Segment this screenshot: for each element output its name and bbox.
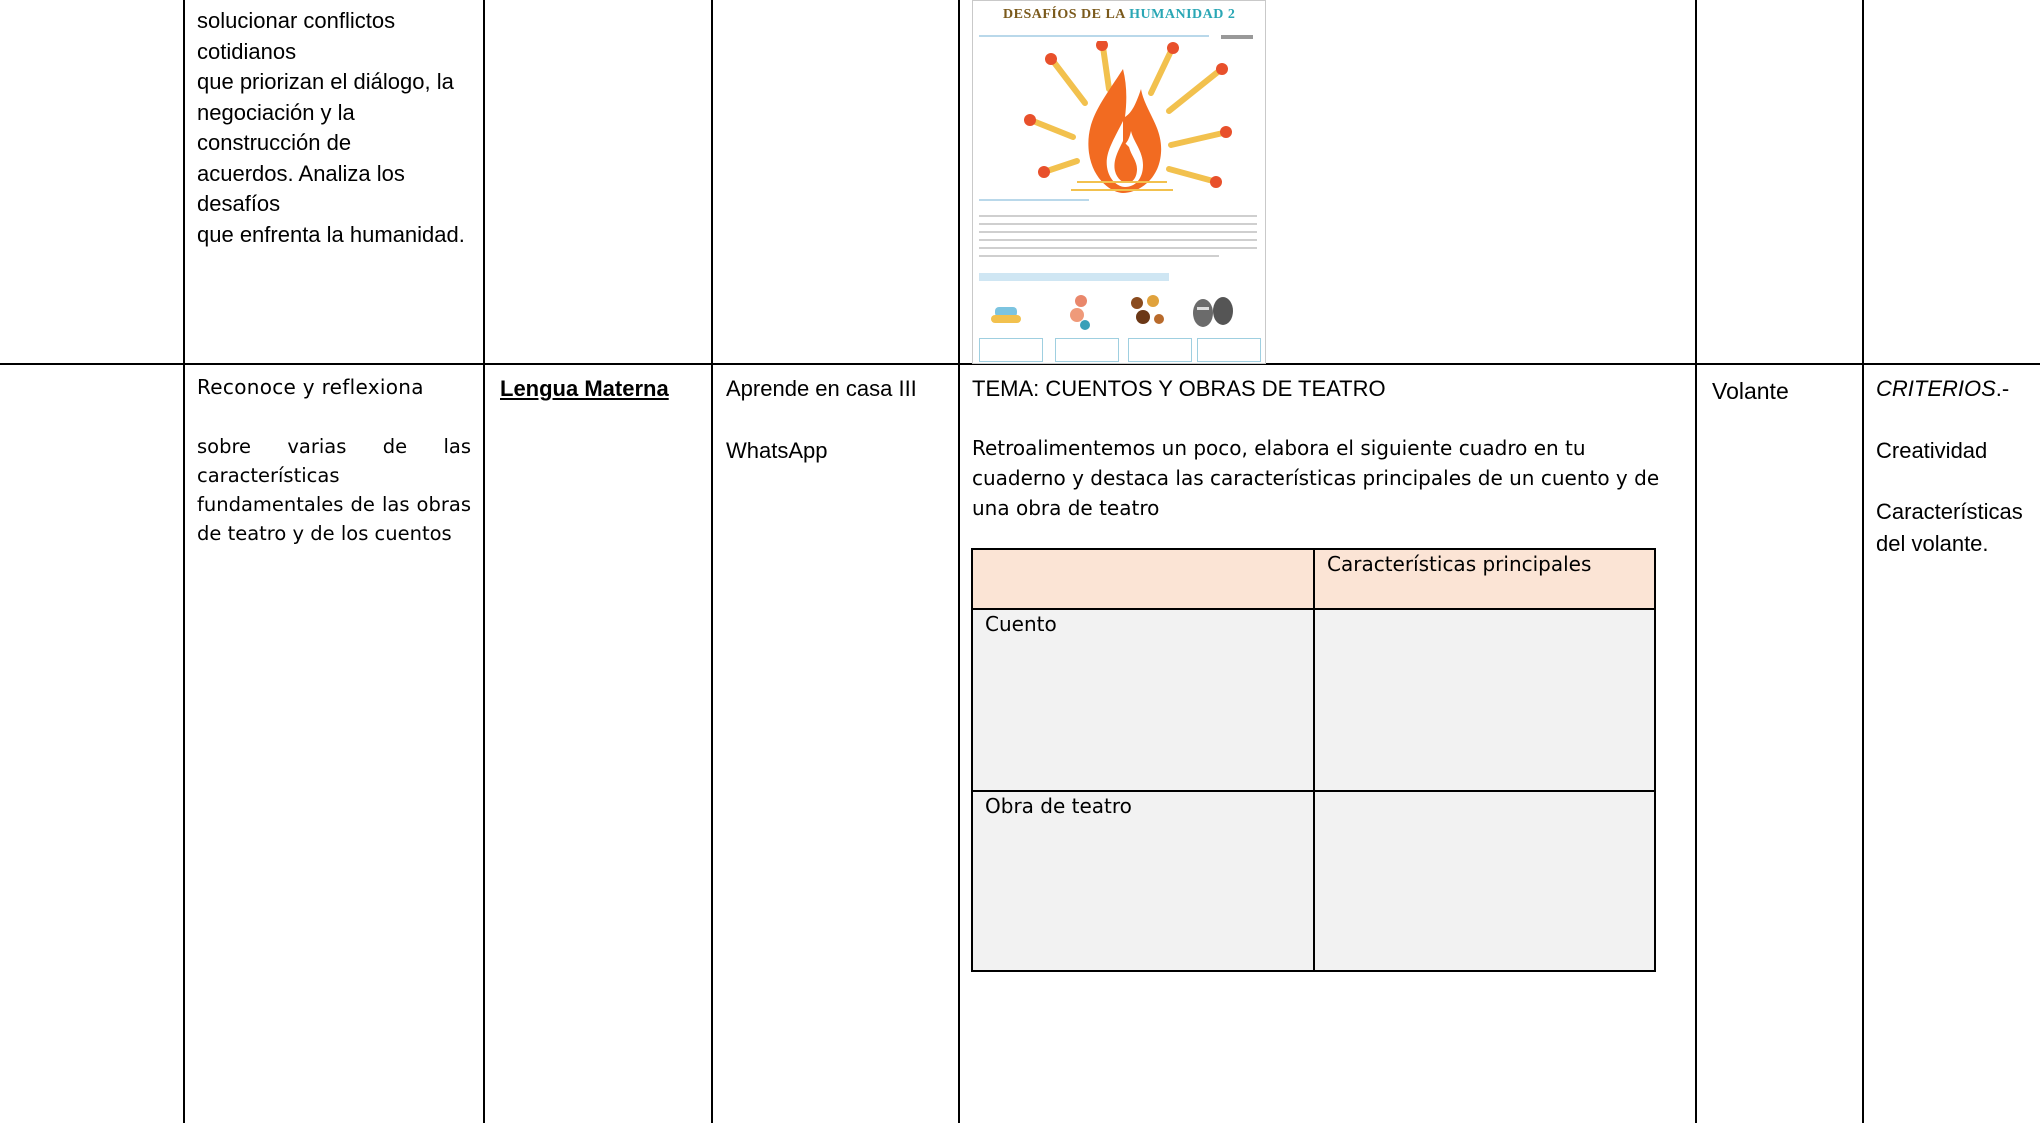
col-line-1 (483, 0, 485, 1123)
comparison-table (971, 548, 1656, 972)
producto-volante: Volante (1712, 378, 1789, 404)
worksheet-text-2 (979, 223, 1257, 225)
worksheet-subhead (979, 199, 1089, 201)
asignatura-lengua-materna[interactable]: Lengua Materna (500, 376, 669, 401)
table-row-obra-text: Obra de teatro (985, 794, 1132, 818)
table-row-cuento-label (973, 610, 1315, 792)
icon-hands-pink (1070, 295, 1090, 330)
tema-title: TEMA: CUENTOS Y OBRAS DE TEATRO (972, 376, 1386, 401)
col-line-3 (958, 0, 960, 1123)
table-header-caracteristicas (1315, 550, 1654, 610)
row2-aprendizaje-line1: Reconoce y reflexiona (197, 375, 424, 399)
aprendizaje-line-3: que priorizan el diálogo, la (197, 69, 454, 94)
worksheet-caption-2 (1071, 189, 1173, 191)
worksheet-answer-box-1 (979, 338, 1043, 362)
worksheet-answer-box-2 (1055, 338, 1119, 362)
row2-aprendizaje-body: sobre varias de las características fundamentales de las obras de teatro y de los cuentos (197, 435, 471, 545)
worksheet-text-4 (979, 239, 1257, 241)
table-header-blank (973, 550, 1315, 610)
worksheet-title-part1: DESAFÍOS DE LA (1003, 7, 1126, 22)
table-row-obra-value (1315, 792, 1654, 970)
worksheet-caption-1 (1077, 181, 1167, 183)
aprendizaje-line-4: negociación y la (197, 99, 355, 125)
worksheet-thumbnail (972, 0, 1266, 364)
aprendizaje-line-6: acuerdos. Analiza los (197, 160, 405, 186)
activity-instruction: Retroalimentemos un poco, elabora el siguiente cuadro en tu cuaderno y destaca las características principales de un cuento y de una obra de teatro (972, 436, 1660, 520)
criterio-caracteristicas: Características (1876, 499, 2023, 524)
worksheet-text-3 (979, 231, 1257, 233)
table-row-obra-label (973, 792, 1315, 970)
worksheet-title-part2: HUMANIDAD 2 (1129, 7, 1236, 22)
col-line-5 (1862, 0, 1864, 1123)
table-row-cuento-value (1315, 610, 1654, 792)
criterio-del-volante: del volante. (1876, 531, 1989, 556)
col-line-0 (183, 0, 185, 1123)
worksheet-text-6 (979, 255, 1219, 257)
aprendizaje-line-5: construcción de (197, 130, 352, 155)
col-line-4 (1695, 0, 1697, 1123)
table-row-cuento-text: Cuento (985, 612, 1057, 636)
aprendizaje-line-8: que enfrenta la humanidad. (197, 221, 465, 247)
recurso-aprende-en-casa: Aprende en casa III (726, 376, 917, 401)
criterios-suffix: .- (1995, 376, 2010, 401)
table-header-caracteristicas-text: Características principales (1327, 552, 1592, 576)
worksheet-answer-box-3 (1128, 338, 1192, 362)
aprendizaje-line-7: desafíos (197, 191, 281, 216)
criterios-title: CRITERIOS (1876, 376, 1996, 401)
recurso-whatsapp: WhatsApp (726, 438, 828, 463)
icon-shoes-gray (1193, 297, 1233, 327)
row1-aprendizaje (197, 6, 471, 250)
col-line-2 (711, 0, 713, 1123)
worksheet-icons (973, 285, 1265, 335)
worksheet-title (1003, 7, 1235, 23)
worksheet-answer-box-4 (1197, 338, 1261, 362)
worksheet-text-1 (979, 215, 1257, 217)
criterios-heading (1876, 373, 2009, 405)
worksheet-text-5 (979, 247, 1257, 249)
worksheet-activity-bar (979, 273, 1169, 281)
aprendizaje-line-2: cotidianos (197, 38, 297, 64)
aprendizaje-line-1-text: solucionar conflictos (197, 8, 396, 33)
icon-hand-blue (991, 307, 1021, 323)
worksheet-tag (1221, 35, 1253, 39)
aprendizaje-line-1 (197, 6, 471, 37)
flame-illustration (973, 41, 1265, 211)
icon-people-brown (1131, 295, 1164, 324)
worksheet-instruction-line (979, 35, 1209, 37)
criterio-creatividad: Creatividad (1876, 438, 1988, 463)
